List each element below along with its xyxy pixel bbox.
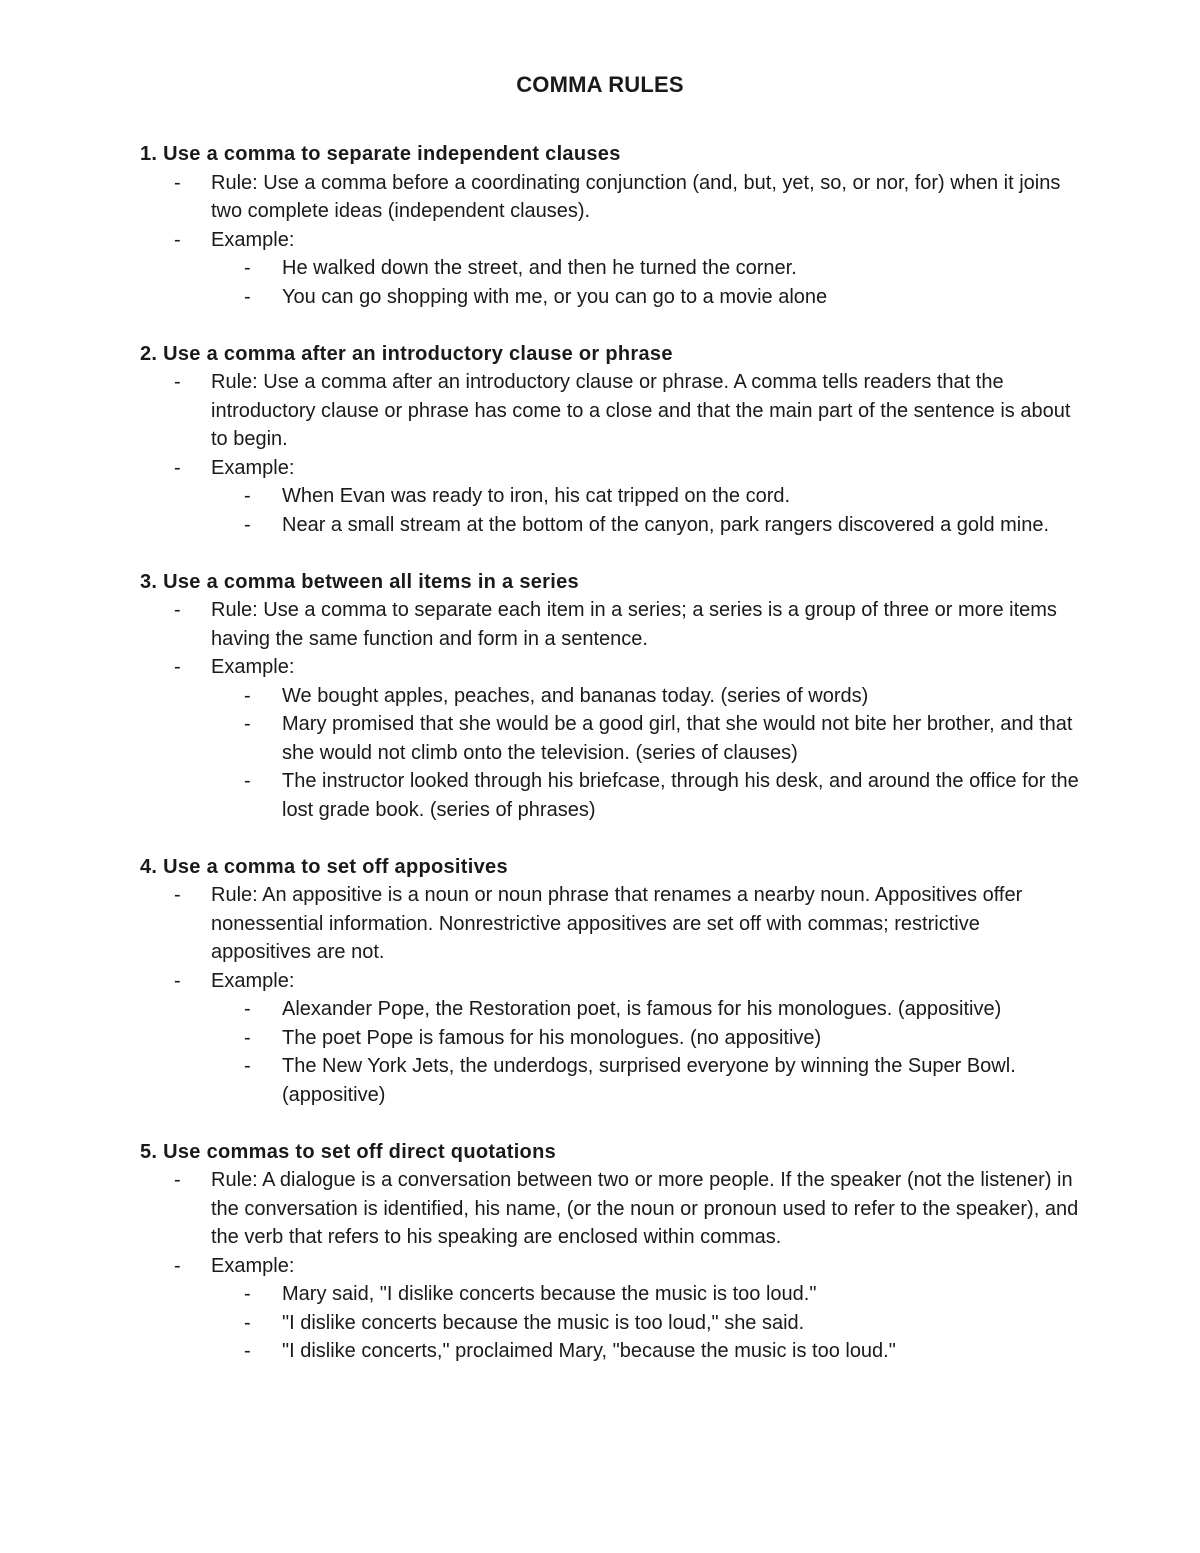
dash-bullet: - — [244, 1340, 251, 1362]
section-heading: 5. Use commas to set off direct quotations — [140, 1140, 557, 1163]
example-label: Example: — [211, 969, 295, 992]
example-label: Example: — [211, 228, 295, 251]
dash-bullet: - — [174, 228, 181, 251]
section-heading: 4. Use a comma to set off appositives — [140, 855, 508, 878]
dash-bullet: - — [174, 371, 181, 393]
dash-bullet: - — [244, 684, 251, 707]
rule-item — [140, 596, 1080, 653]
example-text: Mary promised that she would be a good girl, that she would not bite her brother, and that she would not climb onto the television. (series of clauses) — [282, 713, 1073, 764]
example-label-item — [140, 454, 1080, 483]
rule-text: Rule: Use a comma after an introductory clause or phrase. A comma tells readers that the introductory clause or phrase has come to a close and that the main part of the sentence is about to begin. — [211, 371, 1071, 450]
example-item — [140, 995, 1080, 1024]
rule-text: Rule: A dialogue is a conversation between two or more people. If the speaker (not the listener) in the conversation is identified, his name, (or the noun or pronoun used to refer to the speaker), and the verb that refers to his speaking are enclosed within commas. — [211, 1169, 1079, 1248]
dash-bullet: - — [174, 656, 181, 678]
dash-bullet: - — [244, 257, 251, 279]
example-text: Mary said, "I dislike concerts because the music is too loud." — [282, 1283, 817, 1305]
dash-bullet: - — [244, 1026, 251, 1049]
dash-bullet: - — [174, 599, 181, 621]
dash-bullet: - — [244, 1055, 251, 1077]
example-item — [140, 1337, 1080, 1366]
rule-section-4 — [140, 853, 1080, 1110]
rule-section-1 — [140, 140, 1080, 311]
dash-bullet: - — [244, 485, 251, 507]
dash-bullet: - — [174, 1254, 181, 1277]
example-label-item — [140, 1252, 1080, 1281]
example-label-item — [140, 226, 1080, 255]
rule-section-2 — [140, 340, 1080, 540]
example-label-item — [140, 653, 1080, 682]
example-item — [140, 1309, 1080, 1338]
rule-section-3 — [140, 568, 1080, 825]
example-text: When Evan was ready to iron, his cat tripped on the cord. — [282, 485, 791, 507]
example-label: Example: — [211, 456, 295, 479]
rules-list — [140, 140, 1080, 1394]
section-heading: 1. Use a comma to separate independent clauses — [140, 143, 621, 165]
dash-bullet: - — [244, 513, 251, 536]
dash-bullet: - — [174, 1169, 181, 1191]
rule-item — [140, 169, 1080, 226]
example-item — [140, 1280, 1080, 1309]
example-text: You can go shopping with me, or you can go to a movie alone — [282, 285, 828, 308]
dash-bullet: - — [244, 998, 251, 1020]
rule-text: Rule: Use a comma before a coordinating conjunction (and, but, yet, so, or nor, for) when it joins two complete ideas (independent clauses). — [211, 171, 1061, 222]
example-text: "I dislike concerts," proclaimed Mary, "because the music is too loud." — [282, 1340, 896, 1362]
dash-bullet: - — [174, 969, 181, 992]
dash-bullet: - — [244, 1283, 251, 1305]
dash-bullet: - — [174, 456, 181, 479]
rule-item — [140, 368, 1080, 454]
dash-bullet: - — [244, 770, 251, 792]
example-item — [140, 482, 1080, 511]
example-text: "I dislike concerts because the music is too loud," she said. — [282, 1311, 805, 1334]
example-label-item — [140, 967, 1080, 996]
page-title: COMMA RULES — [516, 72, 684, 97]
rule-section-5 — [140, 1138, 1080, 1366]
example-item — [140, 1052, 1080, 1109]
dash-bullet: - — [244, 285, 251, 308]
section-heading: 3. Use a comma between all items in a series — [140, 570, 579, 593]
example-text: The New York Jets, the underdogs, surprised everyone by winning the Super Bowl. (appositive) — [282, 1055, 1016, 1106]
example-label: Example: — [211, 656, 295, 678]
rule-item — [140, 881, 1080, 967]
example-item — [140, 283, 1080, 312]
example-text: He walked down the street, and then he turned the corner. — [282, 257, 797, 279]
example-item — [140, 511, 1080, 540]
example-item — [140, 710, 1080, 767]
dash-bullet: - — [174, 171, 181, 194]
example-text: Near a small stream at the bottom of the canyon, park rangers discovered a gold mine. — [282, 513, 1050, 536]
example-text: We bought apples, peaches, and bananas today. (series of words) — [282, 684, 869, 707]
example-item — [140, 682, 1080, 711]
example-text: The instructor looked through his briefcase, through his desk, and around the office for the lost grade book. (series of phrases) — [282, 770, 1079, 821]
example-item — [140, 1024, 1080, 1053]
rule-text: Rule: An appositive is a noun or noun phrase that renames a nearby noun. Appositives offer nonessential information. Nonrestrictive appositives are set off with commas; restrictive appositives are not. — [211, 884, 1023, 963]
dash-bullet: - — [244, 713, 251, 735]
section-heading: 2. Use a comma after an introductory clause or phrase — [140, 342, 673, 365]
example-item — [140, 767, 1080, 824]
example-text: The poet Pope is famous for his monologues. (no appositive) — [282, 1026, 822, 1049]
rule-text: Rule: Use a comma to separate each item in a series; a series is a group of three or more items having the same function and form in a sentence. — [211, 599, 1057, 650]
example-text: Alexander Pope, the Restoration poet, is famous for his monologues. (appositive) — [282, 998, 1002, 1020]
dash-bullet: - — [174, 884, 181, 906]
example-item — [140, 254, 1080, 283]
rule-item — [140, 1166, 1080, 1252]
example-label: Example: — [211, 1254, 295, 1277]
dash-bullet: - — [244, 1311, 251, 1334]
